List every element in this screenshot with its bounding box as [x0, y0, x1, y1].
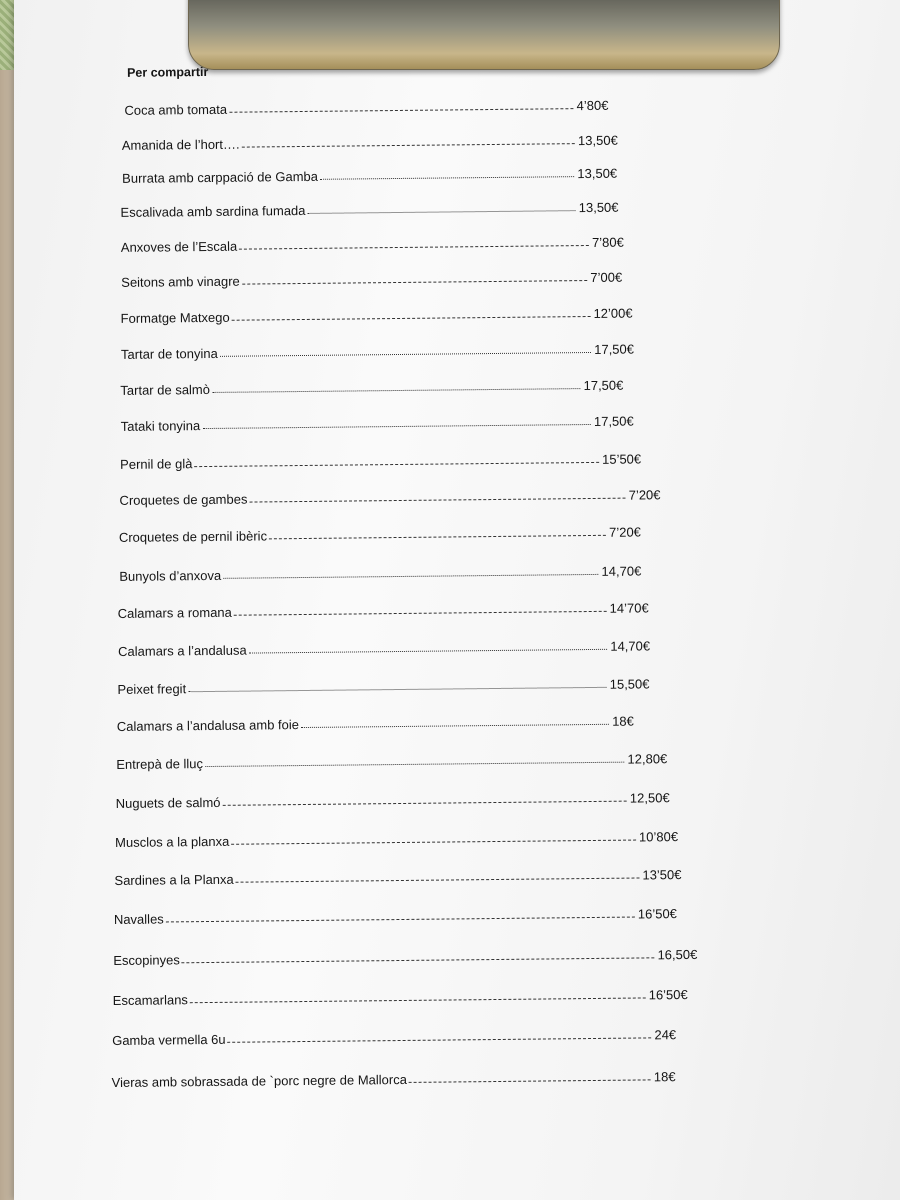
menu-item-leader	[212, 388, 581, 393]
menu-item	[120, 193, 618, 220]
menu-item-leader	[301, 724, 609, 728]
menu-item-name: Vieras amb sobrassada de `porc negre de Mallorca	[111, 1071, 407, 1091]
menu-item	[121, 228, 624, 255]
menu-item	[116, 744, 667, 772]
menu-item	[113, 980, 688, 1008]
menu-item	[121, 263, 622, 290]
menu-item-name: Seitons amb vinagre	[121, 273, 240, 290]
menu-item-name: Formatge Matxego	[120, 309, 230, 326]
menu-item-price: 18€	[653, 1069, 676, 1085]
menu-item	[117, 707, 634, 734]
menu-item-leader	[190, 997, 646, 1003]
menu-item-leader	[249, 498, 625, 503]
menu-item-price: 7’20€	[608, 524, 641, 540]
menu-item-leader	[228, 1037, 652, 1042]
menu-item-name: Croquetes de pernil ibèric	[118, 528, 268, 545]
menu-item-price: 17,50€	[594, 341, 635, 357]
menu-item-leader	[202, 424, 591, 429]
menu-item-price: 15’50€	[601, 451, 642, 467]
menu-item	[122, 159, 617, 186]
menu-item-price: 13,50€	[577, 165, 618, 182]
menu-item-leader	[220, 352, 591, 357]
menu-item	[121, 335, 634, 362]
menu-item-price: 12,80€	[627, 751, 668, 767]
menu-item-leader	[320, 176, 574, 180]
menu-item	[116, 783, 670, 811]
menu-item-price: 13,50€	[578, 199, 619, 216]
menu-item-leader	[269, 535, 606, 540]
menu-item-leader	[166, 917, 635, 923]
menu-item-price: 12,50€	[629, 790, 670, 806]
menu-item-price: 7’80€	[591, 234, 624, 250]
menu-item-name: Calamars a romana	[117, 604, 232, 621]
menu-item	[112, 1020, 676, 1048]
menu-item	[120, 371, 623, 398]
menu-item-price: 13’50€	[642, 867, 682, 883]
menu-item-name: Escalivada amb sardina fumada	[120, 202, 306, 220]
menu-item	[119, 556, 641, 583]
menu-item	[118, 631, 650, 659]
menu-item-name: Sardines a la Planxa	[114, 871, 234, 888]
menu-item-name: Coca amb tomata	[124, 101, 228, 118]
menu-item-name: Peixet fregit	[117, 681, 187, 697]
menu-item-name: Tartar de salmò	[120, 381, 211, 398]
menu-item-price: 16’50€	[648, 987, 688, 1003]
menu-item-name: Croquetes de gambes	[119, 491, 248, 508]
menu-item	[119, 517, 641, 544]
menu-item-leader	[249, 649, 608, 654]
menu-item-price: 24€	[654, 1027, 677, 1043]
menu-item-price: 14,70€	[610, 638, 651, 654]
menu-item	[120, 444, 641, 471]
menu-item-price: 7’20€	[628, 487, 661, 503]
menu-item-name: Anxoves de l’Escala	[120, 238, 238, 255]
menu-item-leader	[232, 316, 591, 321]
menu-item-price: 16,50€	[657, 946, 698, 963]
menu-item-name: Musclos a la planxa	[115, 833, 230, 850]
menu-item-price: 17,50€	[583, 377, 624, 394]
menu-item	[117, 669, 649, 697]
menu-item	[114, 899, 677, 927]
menu-item-leader	[231, 840, 636, 845]
menu-item-price: 16’50€	[637, 906, 677, 922]
menu-item-leader	[409, 1079, 651, 1083]
menu-item-name: Gamba vermella 6u	[112, 1031, 226, 1049]
menu-item-name: Entrepà de lluç	[116, 756, 204, 772]
menu-item-name: Bunyols d’anxova	[119, 567, 222, 584]
menu-item	[111, 1062, 675, 1090]
menu-item-name: Nuguets de salmó	[115, 794, 221, 811]
menu-item	[114, 860, 681, 888]
menu-item	[115, 822, 678, 850]
menu-item	[119, 480, 660, 508]
menu-item-name: Escamarlans	[112, 992, 188, 1009]
menu-item	[124, 91, 608, 118]
menu-item-name: Escopinyes	[113, 952, 180, 969]
menu-item-name: Tataki tonyina	[120, 418, 201, 434]
menu-item	[113, 940, 697, 968]
menu-item-leader	[194, 462, 599, 467]
menu-item-leader	[223, 574, 598, 579]
menu-item-price: 7’00€	[590, 269, 623, 285]
menu-item	[118, 593, 649, 621]
menu-item-name: Burrata amb carppació de Gamba	[122, 168, 319, 186]
menu-item-leader	[242, 143, 575, 147]
menu-item-leader	[242, 280, 588, 285]
menu-item-leader	[222, 801, 626, 806]
section-title: Per compartir	[126, 64, 209, 80]
menu-item-price: 14,70€	[601, 563, 642, 579]
menu-item-price: 10’80€	[638, 829, 679, 845]
menu-item-price: 15,50€	[609, 676, 650, 692]
menu-item-price: 17,50€	[593, 413, 634, 429]
menu-item-leader	[234, 611, 607, 616]
menu-item-price: 14’70€	[609, 600, 649, 616]
menu-item-price: 12’00€	[593, 305, 633, 321]
menu-item-price: 18€	[612, 713, 634, 729]
menu-item-name: Calamars a l’andalusa	[118, 642, 247, 659]
menu-item-leader	[188, 687, 607, 692]
menu-item-name: Pernil de glà	[120, 456, 193, 472]
menu-item-name: Amanida de l’hort….	[121, 136, 240, 153]
menu-item	[121, 407, 634, 434]
menu-item-leader	[182, 957, 655, 963]
menu-item-leader	[229, 108, 574, 113]
menu-item-leader	[239, 245, 589, 250]
menu-item-leader	[236, 878, 640, 883]
menu-item	[120, 299, 632, 326]
menu-item	[122, 126, 618, 153]
menu-item-leader	[308, 210, 576, 214]
menu-item-name: Tartar de tonyina	[120, 345, 218, 362]
menu-item-price: 13,50€	[577, 132, 618, 149]
menu-item-name: Calamars a l’andalusa amb foie	[116, 717, 300, 734]
menu-item-name: Navalles	[113, 911, 164, 928]
menu-item-price: 4’80€	[576, 97, 609, 114]
menu-item-leader	[205, 762, 624, 767]
